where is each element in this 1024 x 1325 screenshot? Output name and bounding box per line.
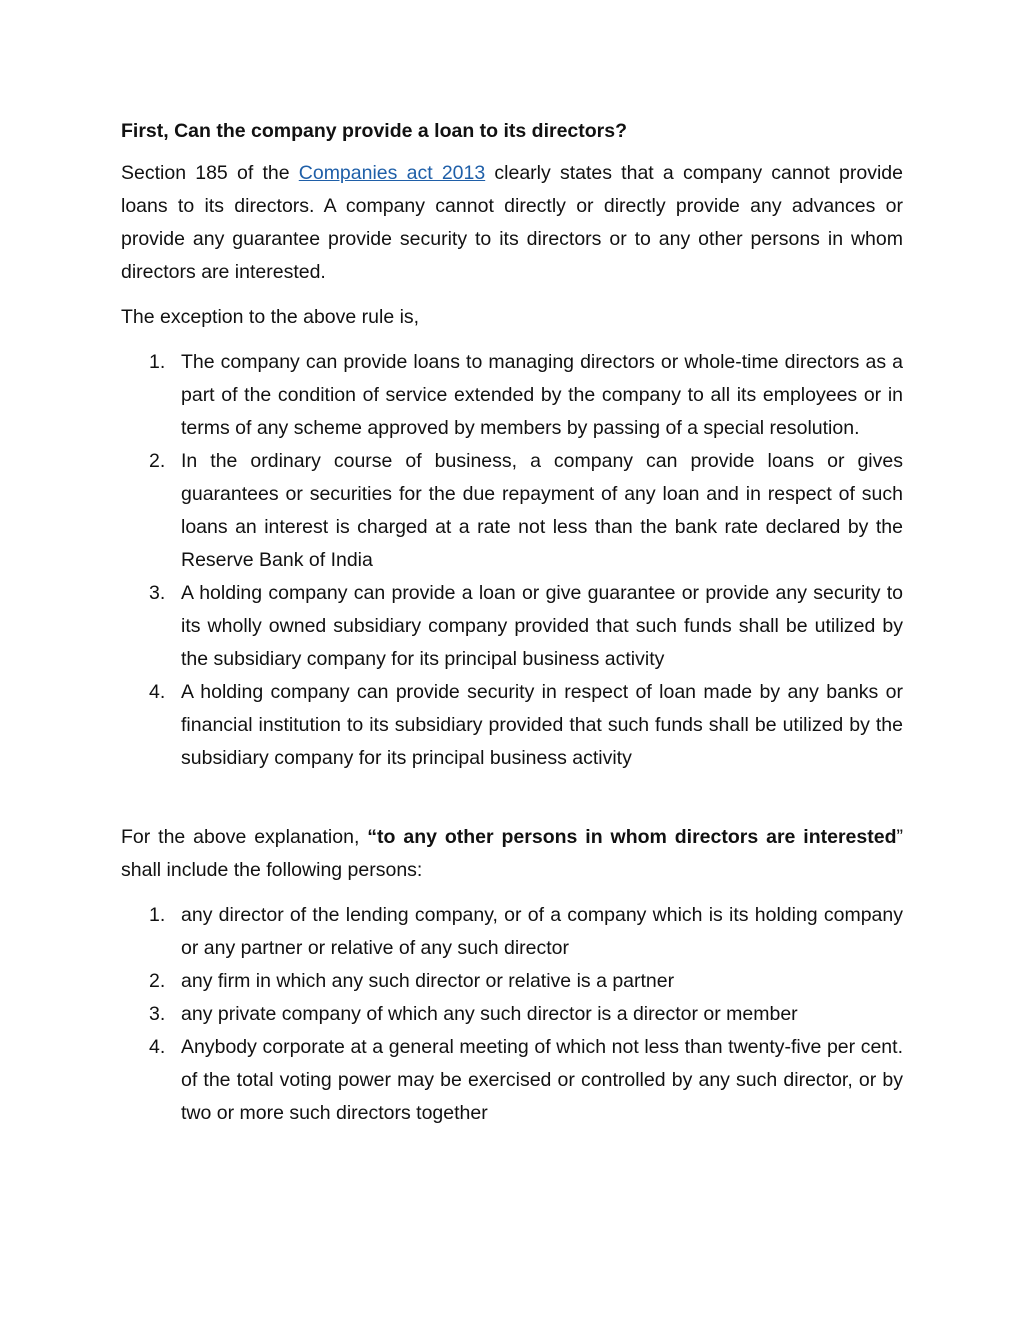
list-item-number: 2. [149, 970, 166, 992]
list-item-number: 1. [149, 904, 166, 926]
list-item-text: any director of the lending company, or of a company which is its holding company or any partner or relative of any such director [181, 904, 903, 959]
list-item [121, 577, 903, 676]
list-item-text: The company can provide loans to managing directors or whole-time directors as a part of the condition of service extended by the company to all its employees or in terms of any scheme approved by members by passing of a special resolution. [181, 351, 903, 439]
list-item-text: A holding company can provide security in respect of loan made by any banks or financial institution to its subsidiary provided that such funds shall be utilized by the subsidiary company for its principal business activity [181, 681, 903, 769]
explanation-text-after-bold: ” shall include the following persons: [121, 826, 903, 881]
exception-intro-paragraph: The exception to the above rule is, [121, 306, 420, 328]
exceptions-list [121, 346, 903, 775]
list-item-number: 4. [149, 681, 166, 703]
list-item-text: In the ordinary course of business, a company can provide loans or gives guarantees or securities for the due repayment of any loan and in respect of such loans an interest is charged at a rate not less than the bank rate declared by the Reserve Bank of India [181, 450, 903, 571]
list-item [121, 998, 903, 1031]
explanation-text-before-bold: For the above explanation, [121, 826, 368, 848]
list-item-number: 3. [149, 582, 166, 604]
list-item [121, 346, 903, 445]
companies-act-link[interactable]: Companies act 2013 [298, 162, 486, 184]
list-item [121, 965, 903, 998]
explanation-paragraph [121, 821, 903, 887]
persons-list [121, 899, 903, 1130]
intro-text-after-link: clearly states that a company cannot provide loans to its directors. A company cannot directly or directly provide any advances or provide any guarantee provide security to its directors or to any other persons in whom directors are interested. [121, 162, 903, 283]
list-item-text: Anybody corporate at a general meeting of which not less than twenty-five per cent. of the total voting power may be exercised or controlled by any such director, or by two or more such directors together [181, 1036, 903, 1124]
list-item [121, 445, 903, 577]
list-item-number: 1. [149, 351, 166, 373]
list-item-number: 2. [149, 450, 166, 472]
list-item-number: 3. [149, 1003, 166, 1025]
list-item-number: 4. [149, 1036, 166, 1058]
list-item [121, 1031, 903, 1130]
list-item-text: any private company of which any such director is a director or member [181, 1003, 798, 1025]
list-item-text: any firm in which any such director or relative is a partner [181, 970, 675, 992]
list-item-text: A holding company can provide a loan or give guarantee or provide any security to its wholly owned subsidiary company provided that such funds shall be utilized by the subsidiary company for its principal business activity [181, 582, 903, 670]
document-body [121, 115, 903, 1130]
explanation-bold-phrase: “to any other persons in whom directors are interested [367, 826, 897, 848]
intro-text-before-link: Section 185 of the [121, 162, 299, 184]
intro-paragraph [121, 157, 903, 289]
list-item [121, 899, 903, 965]
section-heading: First, Can the company provide a loan to its directors? [121, 120, 628, 142]
list-item [121, 676, 903, 775]
